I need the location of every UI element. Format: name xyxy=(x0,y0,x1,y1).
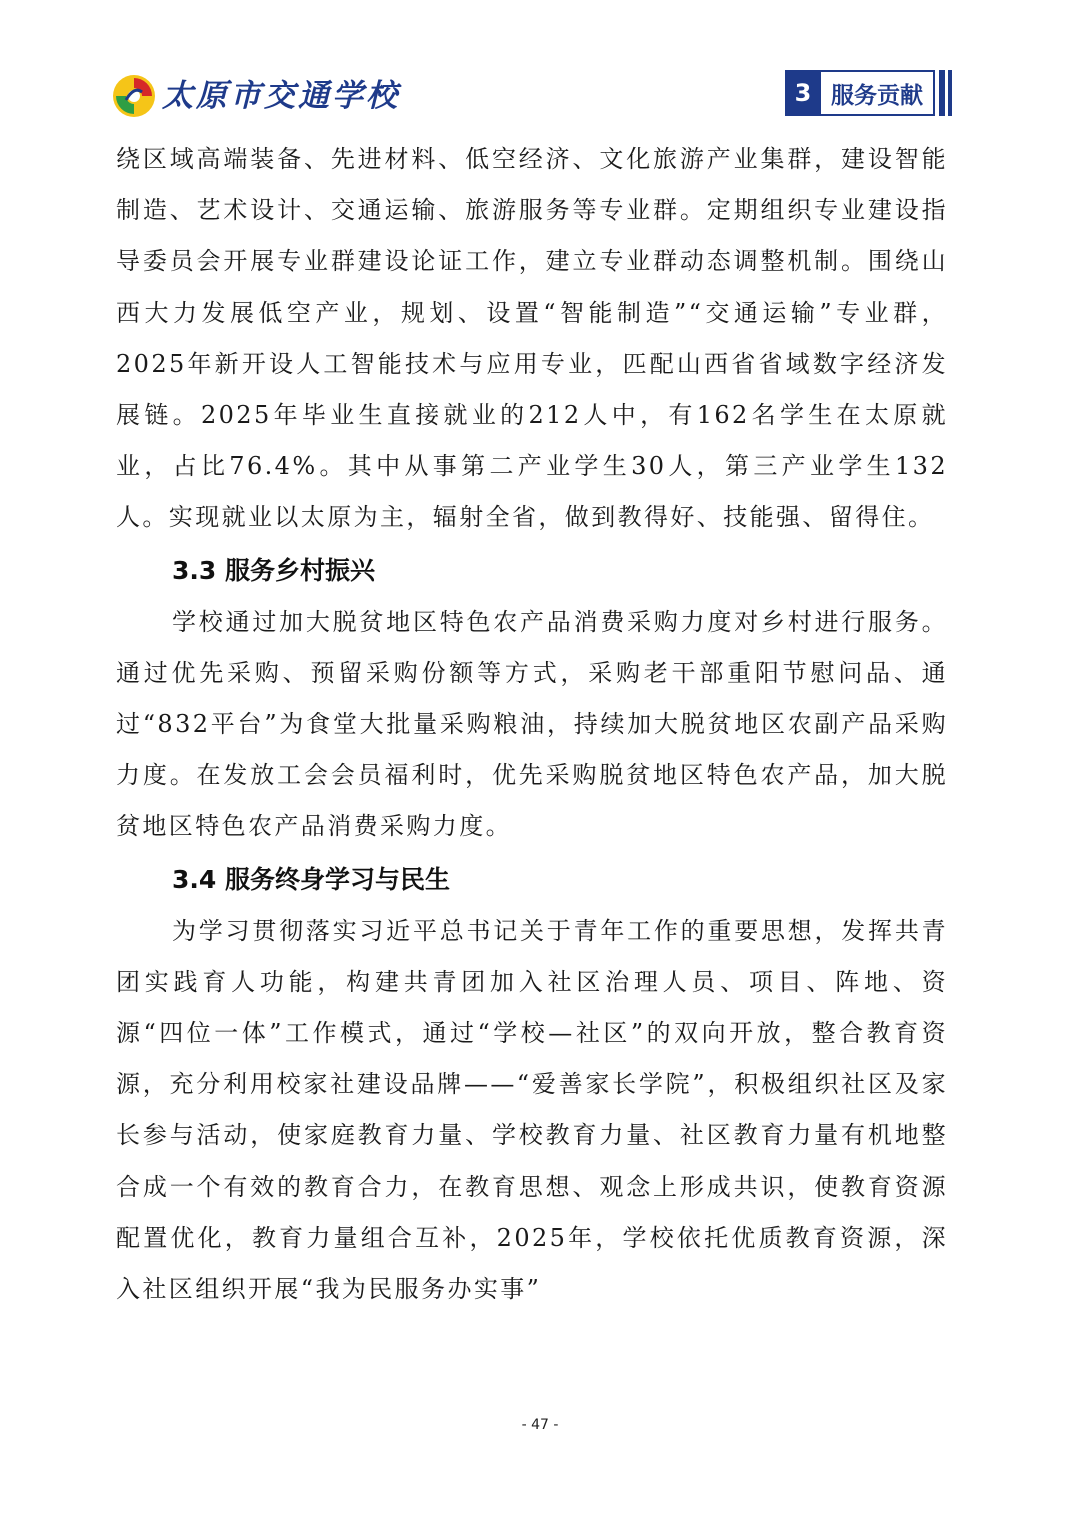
document-body xyxy=(116,134,948,1315)
section-badge xyxy=(785,70,952,116)
paragraph-continued: 绕区域高端装备、先进材料、低空经济、文化旅游产业集群，建设智能制造、艺术设计、交通运输、旅游服务等专业群。定期组织专业建设指导委员会开展专业群建设论证工作，建立专业群动态调整机制。围绕山西大力发展低空产业，规划、设置“智能制造”“交通运输”专业群，2025年新开设人工智能技术与应用专业，匹配山西省省域数字经济发展链。2025年毕业生直接就业的212人中，有162名学生在太原就业，占比76.4%。其中从事第二产业学生30人，第三产业学生132人。实现就业以太原为主，辐射全省，做到教得好、技能强、留得住。 xyxy=(116,145,948,532)
school-name: 太原市交通学校 xyxy=(162,78,400,114)
section-heading-3-4: 3.4 服务终身学习与民生 xyxy=(172,864,450,894)
page-header xyxy=(112,70,952,122)
paragraph-rural-revitalization: 学校通过加大脱贫地区特色农产品消费采购力度对乡村进行服务。通过优先采购、预留采购份额等方式，采购老干部重阳节慰问品、通过“832平台”为食堂大批量采购粮油，持续加大脱贫地区农副产品采购力度。在发放工会会员福利时，优先采购脱贫地区特色农产品，加大脱贫地区特色农产品消费采购力度。 xyxy=(116,607,948,841)
section-heading-3-3: 3.3 服务乡村振兴 xyxy=(172,555,375,585)
badge-decoration xyxy=(939,70,945,116)
page-number: - 47 - xyxy=(521,1417,559,1433)
paragraph-lifelong-learning: 为学习贯彻落实习近平总书记关于青年工作的重要思想，发挥共青团实践育人功能，构建共青团加入社区治理人员、项目、阵地、资源“四位一体”工作模式，通过“学校—社区”的双向开放，整合教育资源，充分利用校家社建设品牌——“爱善家长学院”，积极组织社区及家长参与活动，使家庭教育力量、学校教育力量、社区教育力量有机地整合成一个有效的教育合力，在教育思想、观念上形成共识，使教育资源配置优化，教育力量组合互补，2025年，学校依托优质教育资源，深入社区组织开展“我为民服务办实事” xyxy=(116,916,948,1304)
badge-decoration xyxy=(948,70,952,116)
section-label: 服务贡献 xyxy=(821,70,935,116)
section-number: 3 xyxy=(785,70,821,116)
school-logo-icon xyxy=(112,74,156,118)
